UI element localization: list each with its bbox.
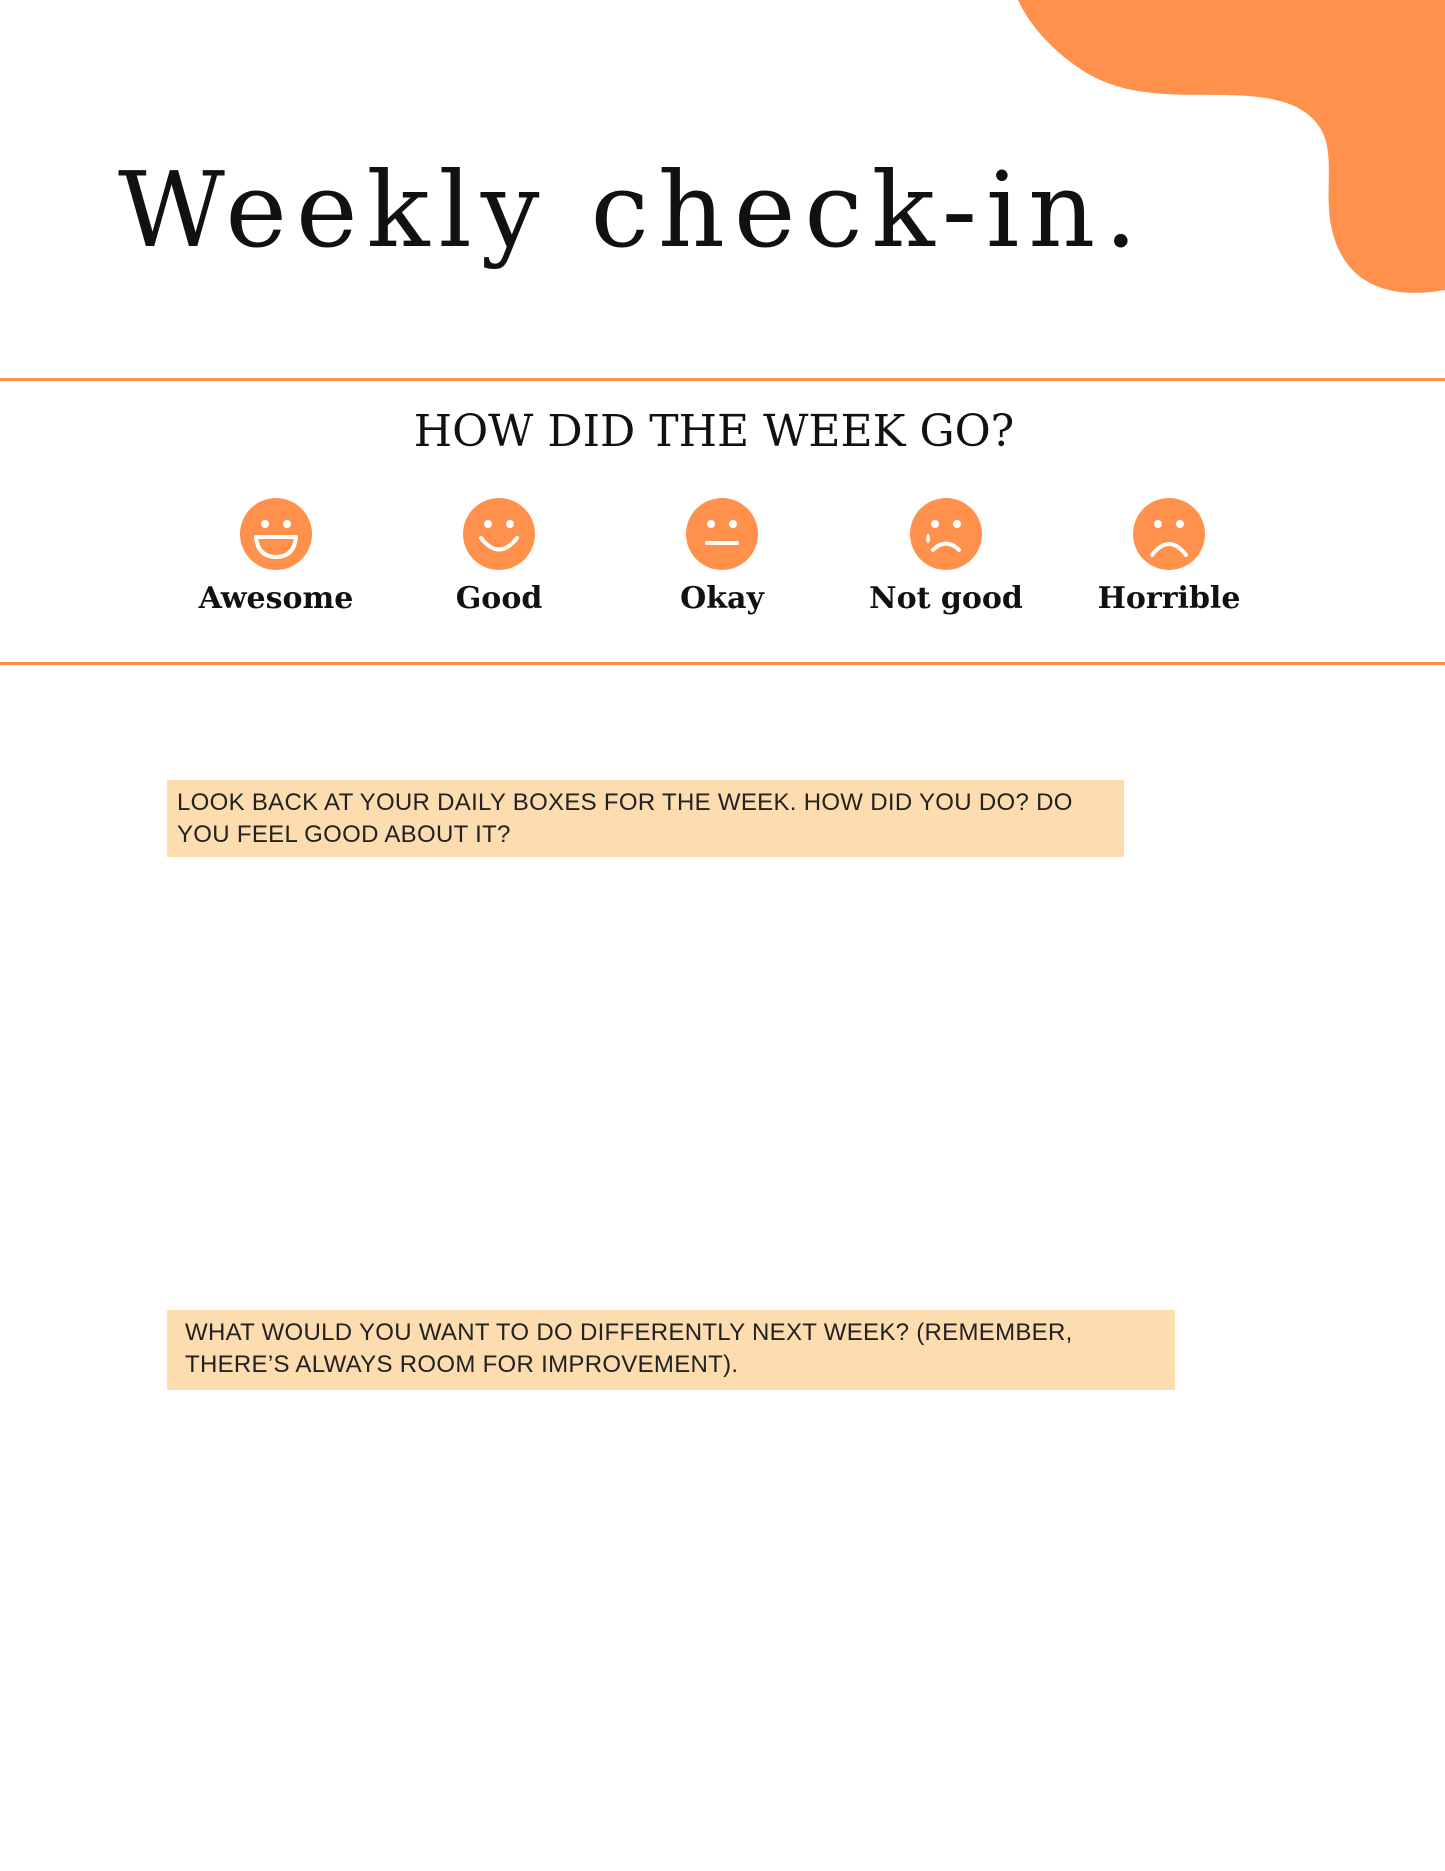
mood-label-good: Good	[455, 581, 543, 616]
reflection-prompt: LOOK BACK AT YOUR DAILY BOXES FOR THE WEEK. HOW DID YOU DO? DO YOU FEEL GOOD ABOUT IT?	[167, 780, 1124, 857]
improvement-answer-area[interactable]	[167, 1400, 1267, 1840]
page-title: Weekly check-in.	[118, 149, 1147, 271]
mood-label-not-good: Not good	[869, 581, 1023, 616]
mood-option-awesome[interactable]	[186, 497, 366, 616]
smiling-face-icon	[462, 497, 536, 571]
reflection-answer-area[interactable]	[167, 870, 1267, 1290]
mood-option-not-good[interactable]	[856, 497, 1036, 616]
mood-label-awesome: Awesome	[198, 581, 354, 616]
crying-face-icon	[909, 497, 983, 571]
mood-option-horrible[interactable]	[1079, 497, 1259, 616]
mood-label-okay: Okay	[680, 581, 764, 616]
divider-top	[0, 378, 1445, 381]
neutral-face-icon	[685, 497, 759, 571]
mood-option-good[interactable]	[409, 497, 589, 616]
divider-bottom	[0, 662, 1445, 665]
mood-option-okay[interactable]	[632, 497, 812, 616]
laughing-face-icon	[239, 497, 313, 571]
frowning-face-icon	[1132, 497, 1206, 571]
improvement-prompt: WHAT WOULD YOU WANT TO DO DIFFERENTLY NEXT WEEK? (REMEMBER, THERE’S ALWAYS ROOM FOR IMPROVEMENT).	[167, 1310, 1175, 1390]
rating-question: HOW DID THE WEEK GO?	[413, 406, 1015, 457]
mood-label-horrible: Horrible	[1097, 581, 1241, 616]
